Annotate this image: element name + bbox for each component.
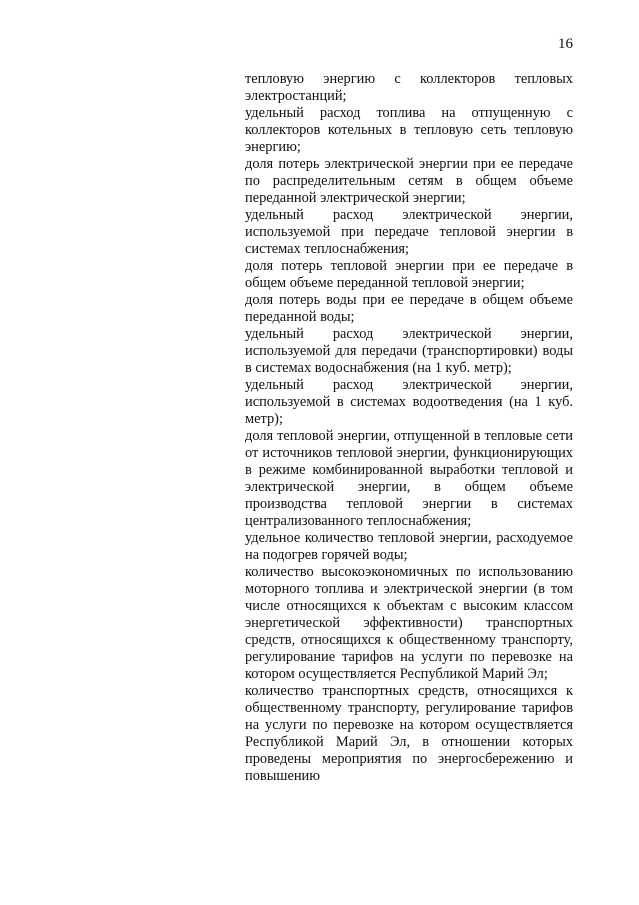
paragraph-cogeneration-share: доля тепловой энергии, отпущенной в тепловые сети от источников тепловой энергии, функционирующих в режиме комбинированной выработки тепловой и электрической энергии, в общем объеме производства тепловой энергии в системах централизованного теплоснабжения; — [245, 428, 573, 529]
paragraph-hot-water-heating: удельное количество тепловой энергии, расходуемое на подогрев горячей воды; — [245, 530, 573, 563]
paragraph-water-losses: доля потерь воды при ее передаче в общем объеме переданной воды; — [245, 292, 573, 325]
paragraph-high-efficiency-vehicles: количество высокоэкономичных по использованию моторного топлива и электрической энергии (в том числе относящихся к объектам с высоким классом энергетической эффективности) транспортных средств, относящихся к общественному транспорту, регулирование тарифов на услуги по перевозке на котором осуществляется Республикой Марий Эл; — [245, 564, 573, 682]
paragraph-fuel-consumption-boilers: удельный расход топлива на отпущенную с коллекторов котельных в тепловую сеть тепловую энергию; — [245, 105, 573, 155]
page-number: 16 — [558, 36, 573, 52]
paragraph-electricity-water-supply: удельный расход электрической энергии, используемой для передачи (транспортировки) воды в системах водоснабжения (на 1 куб. метр); — [245, 326, 573, 376]
paragraph-heat-losses: доля потерь тепловой энергии при ее передаче в общем объеме переданной тепловой энергии; — [245, 258, 573, 291]
document-body — [245, 71, 573, 785]
paragraph-electricity-wastewater: удельный расход электрической энергии, используемой в системах водоотведения (на 1 куб. метр); — [245, 377, 573, 427]
paragraph-public-transport-vehicles: количество транспортных средств, относящихся к общественному транспорту, регулирование тарифов на услуги по перевозке на котором осуществляется Республикой Марий Эл, в отношении которых проведены мероприятия по энергосбережению и повышению — [245, 683, 573, 784]
paragraph-electricity-heat-transmission: удельный расход электрической энергии, используемой при передаче тепловой энергии в системах теплоснабжения; — [245, 207, 573, 257]
paragraph-electricity-losses: доля потерь электрической энергии при ее передаче по распределительным сетям в общем объеме переданной электрической энергии; — [245, 156, 573, 206]
paragraph-heat-energy-from-collectors: тепловую энергию с коллекторов тепловых электростанций; — [245, 71, 573, 104]
